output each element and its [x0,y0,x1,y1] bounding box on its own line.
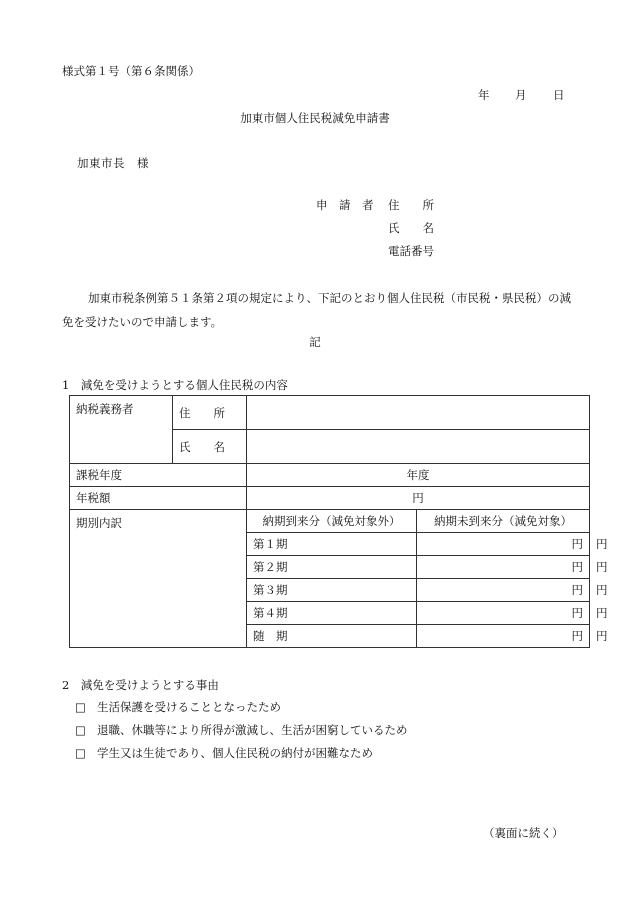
period-label: 第１期 [247,533,417,556]
col-header-not-due: 納期未到来分（減免対象） [417,510,590,533]
period-label: 第４期 [247,602,417,625]
annual-tax-field[interactable]: 円 [247,487,590,510]
ki-label: 記 [309,335,321,349]
period-label: 第２期 [247,556,417,579]
tax-year-field[interactable]: 年度 [247,464,590,487]
addressee: 加東市長 様 [77,156,149,170]
col-header-due: 納期到来分（減免対象外） [247,510,417,533]
period-due-amount[interactable]: 円 [417,533,590,556]
checkbox-icon[interactable]: □ [75,746,86,760]
annual-tax-label: 年税額 [70,487,247,510]
date-day-label: 日 [553,88,565,102]
taxpayer-name-label: 氏 名 [173,430,247,464]
tax-year-label: 課税年度 [70,464,247,487]
reason-option[interactable] [75,745,373,761]
section2-heading: 2 減免を受けようとする事由 [62,678,219,692]
date-year-label: 年 [478,88,490,102]
applicant-heading: 申 請 者 [316,198,374,212]
reason-label: 退職、休職等により所得が激減し、生活が困窮しているため [97,723,408,737]
period-due-amount[interactable]: 円 [417,556,590,579]
period-due-amount[interactable]: 円 [417,602,590,625]
breakdown-label: 期別内訳 [70,510,247,648]
continued-note: （裏面に続く） [483,826,564,840]
reason-label: 学生又は生徒であり、個人住民税の納付が困難なため [97,746,373,760]
reason-label: 生活保護を受けることとなったため [97,700,281,714]
period-due-amount[interactable]: 円 [417,625,590,648]
checkbox-icon[interactable]: □ [75,700,86,714]
tax-detail-table: 納税義務者 住 所 氏 名 課税年度 年度 年税額 円 期別内訳 納期到来分（減免対象外） 納期未到来分（減免対象） 第１期 円 円 第２期 円 円 第３期 円 円 第４期 円 円 随 期 円 円 [69,395,590,648]
reason-option[interactable] [75,722,408,738]
applicant-address-label: 住 所 [388,198,434,212]
application-statement: 加東市税条例第５１条第２項の規定により、下記のとおり個人住民税（市民税・県民税）の減免を受けたいので申請します。 [62,291,571,329]
section1-heading: 1 減免を受けようとする個人住民税の内容 [62,378,288,392]
reason-option[interactable] [75,699,281,715]
taxpayer-label: 納税義務者 [70,396,173,464]
date-month-label: 月 [515,88,527,102]
form-number: 様式第１号（第６条関係） [62,64,200,78]
checkbox-icon[interactable]: □ [75,723,86,737]
form-title: 加東市個人住民税減免申請書 [240,111,390,125]
period-label: 第３期 [247,579,417,602]
taxpayer-name-field[interactable] [247,430,590,464]
applicant-phone-label: 電話番号 [388,244,434,258]
period-due-amount[interactable]: 円 [417,579,590,602]
taxpayer-address-field[interactable] [247,396,590,430]
taxpayer-address-label: 住 所 [173,396,247,430]
period-label: 随 期 [247,625,417,648]
applicant-name-label: 氏 名 [388,221,434,235]
